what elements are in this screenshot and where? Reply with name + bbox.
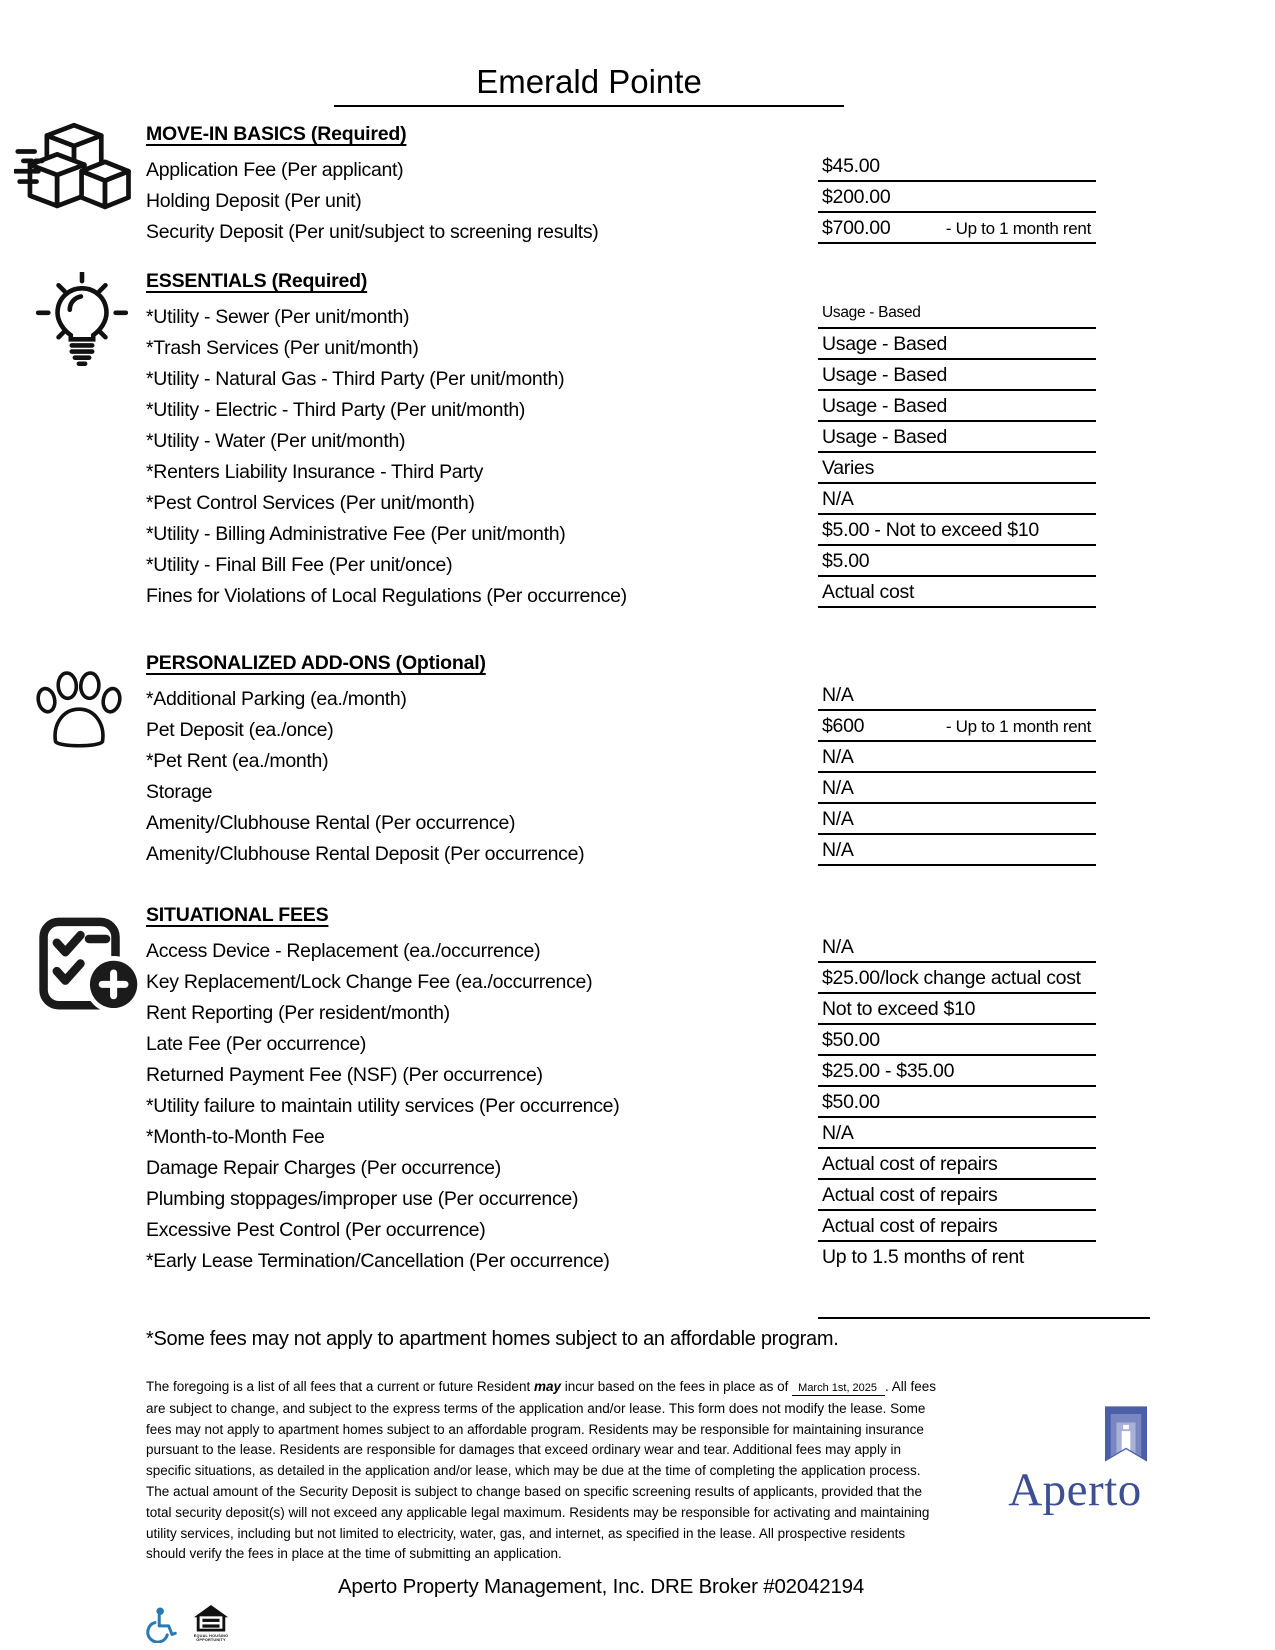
fee-value: $50.00 xyxy=(822,1091,880,1113)
fee-section xyxy=(146,902,1096,1273)
fee-row xyxy=(146,329,1096,360)
fee-row xyxy=(146,298,1096,329)
fee-label: Holding Deposit (Per unit) xyxy=(146,190,362,212)
fee-value: Actual cost of repairs xyxy=(822,1215,998,1237)
fee-value: N/A xyxy=(822,746,854,768)
fee-section xyxy=(146,121,1096,244)
fee-label: *Early Lease Termination/Cancellation (Per occurrence) xyxy=(146,1250,610,1272)
fee-label: Key Replacement/Lock Change Fee (ea./occurrence) xyxy=(146,971,593,993)
fee-row xyxy=(146,422,1096,453)
fee-row xyxy=(146,360,1096,391)
fee-value: Usage - Based xyxy=(822,333,948,355)
section-rows xyxy=(146,680,1096,866)
value-underline xyxy=(818,301,1096,329)
section-heading: ESSENTIALS (Required) xyxy=(146,270,368,292)
fee-row xyxy=(146,453,1096,484)
fee-value: N/A xyxy=(822,839,854,861)
fee-label: *Utility - Natural Gas - Third Party (Per unit/month) xyxy=(146,368,565,390)
fee-row xyxy=(146,835,1096,866)
value-underline xyxy=(818,1183,1096,1211)
fee-row xyxy=(146,151,1096,182)
value-underline xyxy=(818,807,1096,835)
fee-row xyxy=(146,213,1096,244)
value-underline xyxy=(818,1152,1096,1180)
wheelchair-accessibility-icon xyxy=(146,1605,180,1648)
value-underline xyxy=(818,1214,1096,1242)
fee-value: $5.00 xyxy=(822,550,870,572)
fee-row xyxy=(146,391,1096,422)
fee-value: $25.00 - $35.00 xyxy=(822,1060,955,1082)
fee-row xyxy=(146,1149,1096,1180)
fee-row xyxy=(146,1118,1096,1149)
value-underline xyxy=(818,363,1096,391)
fee-label: *Utility - Final Bill Fee (Per unit/once) xyxy=(146,554,453,576)
fee-value: Usage - Based xyxy=(822,304,921,321)
value-underline xyxy=(818,154,1096,182)
fee-sections xyxy=(146,121,1096,1273)
value-underline xyxy=(818,425,1096,453)
fee-row xyxy=(146,577,1096,608)
fee-value: N/A xyxy=(822,936,854,958)
value-underline xyxy=(818,838,1096,866)
affordable-program-footnote: *Some fees may not apply to apartment homes subject to an affordable program. xyxy=(146,1328,839,1350)
fee-label: *Renters Liability Insurance - Third Party xyxy=(146,461,484,483)
fee-label: Application Fee (Per applicant) xyxy=(146,159,404,181)
equal-housing-opportunity-icon xyxy=(192,1603,230,1648)
fee-value: Actual cost xyxy=(822,581,915,603)
fee-label: *Additional Parking (ea./month) xyxy=(146,688,407,710)
fee-label: *Month-to-Month Fee xyxy=(146,1126,325,1148)
value-underline xyxy=(818,185,1096,213)
fee-row xyxy=(146,182,1096,213)
fee-row xyxy=(146,932,1096,963)
fee-value: N/A xyxy=(822,777,854,799)
aperto-door-icon xyxy=(1105,1406,1147,1462)
value-underline xyxy=(818,776,1096,804)
legal-effective-date: March 1st, 2025 xyxy=(792,1382,885,1396)
fee-value: $25.00/lock change actual cost xyxy=(822,967,1081,989)
equal-housing-label-line2: OPPORTUNITY xyxy=(196,1638,226,1643)
fee-label: *Trash Services (Per unit/month) xyxy=(146,337,419,359)
value-underline xyxy=(818,549,1096,577)
value-underline xyxy=(818,966,1096,994)
fee-label: *Pet Rent (ea./month) xyxy=(146,750,329,772)
fee-section xyxy=(146,268,1096,608)
value-underline xyxy=(818,487,1096,515)
moving-boxes-icon xyxy=(14,122,136,217)
value-underline xyxy=(818,580,1096,608)
footer-company-line: Aperto Property Management, Inc. DRE Broker #02042194 xyxy=(337,1575,865,1599)
value-underline xyxy=(818,1028,1096,1056)
fee-row xyxy=(146,680,1096,711)
aperto-logo xyxy=(985,1406,1165,1515)
fee-row xyxy=(146,515,1096,546)
fee-label: *Utility failure to maintain utility services (Per occurrence) xyxy=(146,1095,620,1117)
fee-row xyxy=(146,1056,1096,1087)
fee-label: *Pest Control Services (Per unit/month) xyxy=(146,492,475,514)
fee-row xyxy=(146,773,1096,804)
value-underline xyxy=(818,745,1096,773)
fee-row xyxy=(146,963,1096,994)
fee-value: N/A xyxy=(822,808,854,830)
legal-may-emphasis: may xyxy=(533,1379,561,1394)
fee-row xyxy=(146,804,1096,835)
paw-print-icon xyxy=(28,646,130,753)
fee-row xyxy=(146,1180,1096,1211)
fee-row xyxy=(146,484,1096,515)
value-underline xyxy=(818,1090,1096,1118)
value-underline xyxy=(818,683,1096,711)
aperto-wordmark: Aperto xyxy=(1008,1464,1142,1516)
fee-row xyxy=(146,1025,1096,1056)
lightbulb-icon xyxy=(36,272,128,381)
value-underline xyxy=(818,714,1096,742)
fee-row xyxy=(146,1242,1096,1273)
legal-text-mid: incur based on the fees in place as of xyxy=(561,1379,793,1394)
blank-underline xyxy=(818,1317,1150,1319)
fee-label: Rent Reporting (Per resident/month) xyxy=(146,1002,450,1024)
fee-label: Pet Deposit (ea./once) xyxy=(146,719,334,741)
value-underline xyxy=(818,1121,1096,1149)
legal-text-post: . All fees are subject to change, and subject to the express terms of the application and/or lease. This form does not modify the lease. Some fees may not apply to apartment homes subject to an affordable program. Residents may be responsible for maintaining insurance pursuant to the lease. Residents are responsible for damages that exceed ordinary wear and tear. Additional fees may apply in specific situations, as detailed in the application and/or lease, which may be due at the time of completing the application process. The actual amount of the Security Deposit is subject to change based on specific screening results of applicants, provided that the total security deposit(s) will not exceed any applicable legal maximum. Residents may be responsible for activating and maintaining utility services, including but not limited to electricity, water, gas, and internet, as specified in the lease. All prospective residents should verify the fees in place at the time of submitting an application. xyxy=(146,1379,937,1562)
equal-housing-label-line1: EQUAL HOUSING xyxy=(193,1633,229,1638)
value-underline xyxy=(818,935,1096,963)
fee-row xyxy=(146,546,1096,577)
fee-label: Security Deposit (Per unit/subject to screening results) xyxy=(146,221,599,243)
section-heading: MOVE-IN BASICS (Required) xyxy=(146,123,407,145)
fee-label: Fines for Violations of Local Regulations (Per occurrence) xyxy=(146,585,627,607)
section-rows xyxy=(146,151,1096,244)
fee-label: Amenity/Clubhouse Rental Deposit (Per occurrence) xyxy=(146,843,585,865)
value-underline xyxy=(818,216,1096,244)
value-underline xyxy=(818,332,1096,360)
fee-section xyxy=(146,650,1096,866)
fee-value: $50.00 xyxy=(822,1029,880,1051)
fee-note: - Up to 1 month rent xyxy=(945,717,1091,736)
fee-label: Late Fee (Per occurrence) xyxy=(146,1033,367,1055)
fee-row xyxy=(146,1087,1096,1118)
fee-value: $5.00 - Not to exceed $10 xyxy=(822,519,1039,541)
fee-value: N/A xyxy=(822,488,854,510)
fee-label: *Utility - Water (Per unit/month) xyxy=(146,430,406,452)
value-underline xyxy=(818,997,1096,1025)
fee-label: *Utility - Sewer (Per unit/month) xyxy=(146,306,410,328)
legal-text-pre: The foregoing is a list of all fees that a current or future Resident xyxy=(146,1379,534,1394)
fee-value: Varies xyxy=(822,457,875,479)
legal-paragraph xyxy=(146,1377,944,1565)
fee-row xyxy=(146,994,1096,1025)
section-rows xyxy=(146,298,1096,608)
fee-value: Not to exceed $10 xyxy=(822,998,976,1020)
section-rows xyxy=(146,932,1096,1273)
fee-value: $600 xyxy=(822,715,865,737)
fee-note: - Up to 1 month rent xyxy=(945,219,1091,238)
fee-label: Amenity/Clubhouse Rental (Per occurrence) xyxy=(146,812,516,834)
fee-row xyxy=(146,1211,1096,1242)
fee-value: Usage - Based xyxy=(822,364,948,386)
fee-value: N/A xyxy=(822,684,854,706)
fee-label: Excessive Pest Control (Per occurrence) xyxy=(146,1219,486,1241)
fee-value: N/A xyxy=(822,1122,854,1144)
fee-value: Actual cost of repairs xyxy=(822,1184,998,1206)
fee-value: $200.00 xyxy=(822,186,891,208)
fee-value: Up to 1.5 months of rent xyxy=(822,1246,1024,1268)
fee-row xyxy=(146,711,1096,742)
fee-label: Access Device - Replacement (ea./occurrence) xyxy=(146,940,541,962)
checklist-plus-icon xyxy=(36,916,142,1018)
page-title: Emerald Pointe xyxy=(334,64,844,107)
fee-value: $700.00 xyxy=(822,217,891,239)
value-underline xyxy=(818,518,1096,546)
fee-label: Damage Repair Charges (Per occurrence) xyxy=(146,1157,501,1179)
section-heading: SITUATIONAL FEES xyxy=(146,904,329,926)
fee-row xyxy=(146,742,1096,773)
fee-label: Storage xyxy=(146,781,213,803)
fee-label: *Utility - Electric - Third Party (Per unit/month) xyxy=(146,399,526,421)
value-underline xyxy=(818,1059,1096,1087)
fee-value: Usage - Based xyxy=(822,395,948,417)
fee-label: *Utility - Billing Administrative Fee (Per unit/month) xyxy=(146,523,566,545)
fee-value: Usage - Based xyxy=(822,426,948,448)
fee-value: $45.00 xyxy=(822,155,880,177)
value-underline xyxy=(818,456,1096,484)
fee-label: Returned Payment Fee (NSF) (Per occurrence) xyxy=(146,1064,543,1086)
fee-label: Plumbing stoppages/improper use (Per occurrence) xyxy=(146,1188,579,1210)
section-heading: PERSONALIZED ADD-ONS (Optional) xyxy=(146,652,486,674)
value-underline xyxy=(818,1245,1096,1273)
value-underline xyxy=(818,394,1096,422)
fee-value: Actual cost of repairs xyxy=(822,1153,998,1175)
